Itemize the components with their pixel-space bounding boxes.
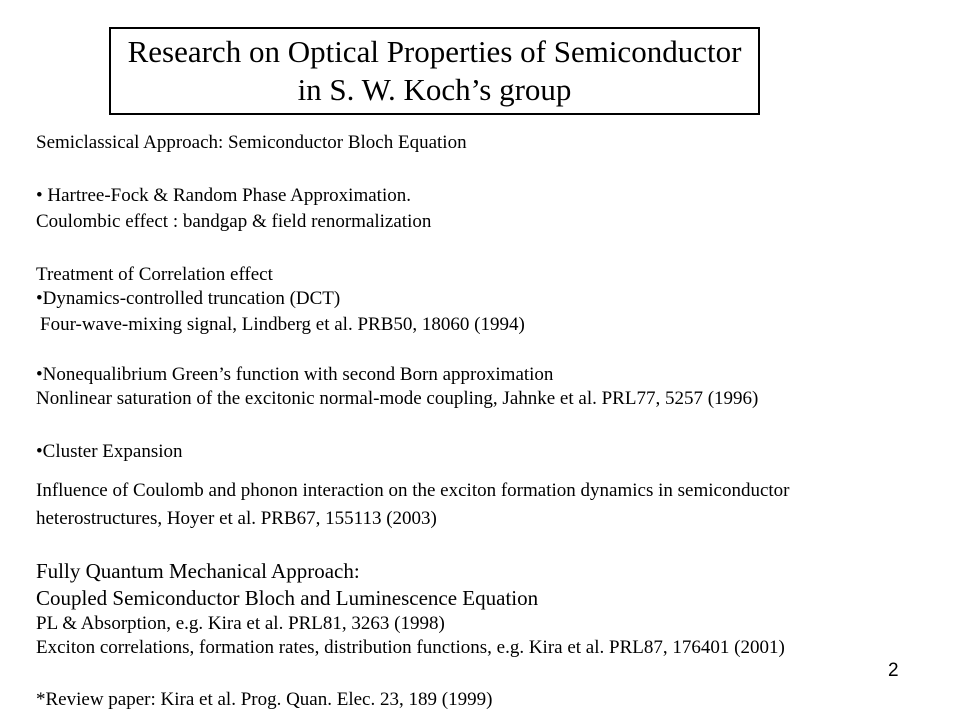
review-reference: *Review paper: Kira et al. Prog. Quan. Elec. 23, 189 (1999) [36, 689, 493, 710]
cluster-reference-line-1: Influence of Coulomb and phonon interaction on the exciton formation dynamics in semiconductor [36, 480, 790, 501]
negf-item: •Nonequalibrium Green’s function with second Born approximation [36, 364, 554, 385]
pl-reference: PL & Absorption, e.g. Kira et al. PRL81, 3263 (1998) [36, 613, 445, 634]
coulombic-text: Coulombic effect : bandgap & field renormalization [36, 211, 432, 232]
hf-rpa-item: • Hartree-Fock & Random Phase Approximation. [36, 185, 411, 206]
title-line-2: in S. W. Koch’s group [297, 72, 572, 107]
dct-item: •Dynamics-controlled truncation (DCT) [36, 288, 341, 309]
dct-reference: Four-wave-mixing signal, Lindberg et al. PRB50, 18060 (1994) [40, 314, 525, 335]
quantum-heading-line-2: Coupled Semiconductor Bloch and Luminescence Equation [36, 586, 539, 610]
title-line-1: Research on Optical Properties of Semiconductor [127, 34, 742, 69]
page-number: 2 [888, 660, 899, 681]
cluster-item: •Cluster Expansion [36, 441, 183, 462]
quantum-heading-line-1: Fully Quantum Mechanical Approach: [36, 559, 360, 583]
semiclassical-heading: Semiclassical Approach: Semiconductor Bloch Equation [36, 132, 467, 153]
title-box [109, 27, 760, 115]
correlation-heading: Treatment of Correlation effect [36, 264, 273, 285]
exciton-reference: Exciton correlations, formation rates, distribution functions, e.g. Kira et al. PRL87, 176401 (2001) [36, 637, 785, 658]
cluster-reference-line-2: heterostructures, Hoyer et al. PRB67, 155113 (2003) [36, 508, 437, 529]
negf-reference: Nonlinear saturation of the excitonic normal-mode coupling, Jahnke et al. PRL77, 5257 (1996) [36, 388, 759, 409]
